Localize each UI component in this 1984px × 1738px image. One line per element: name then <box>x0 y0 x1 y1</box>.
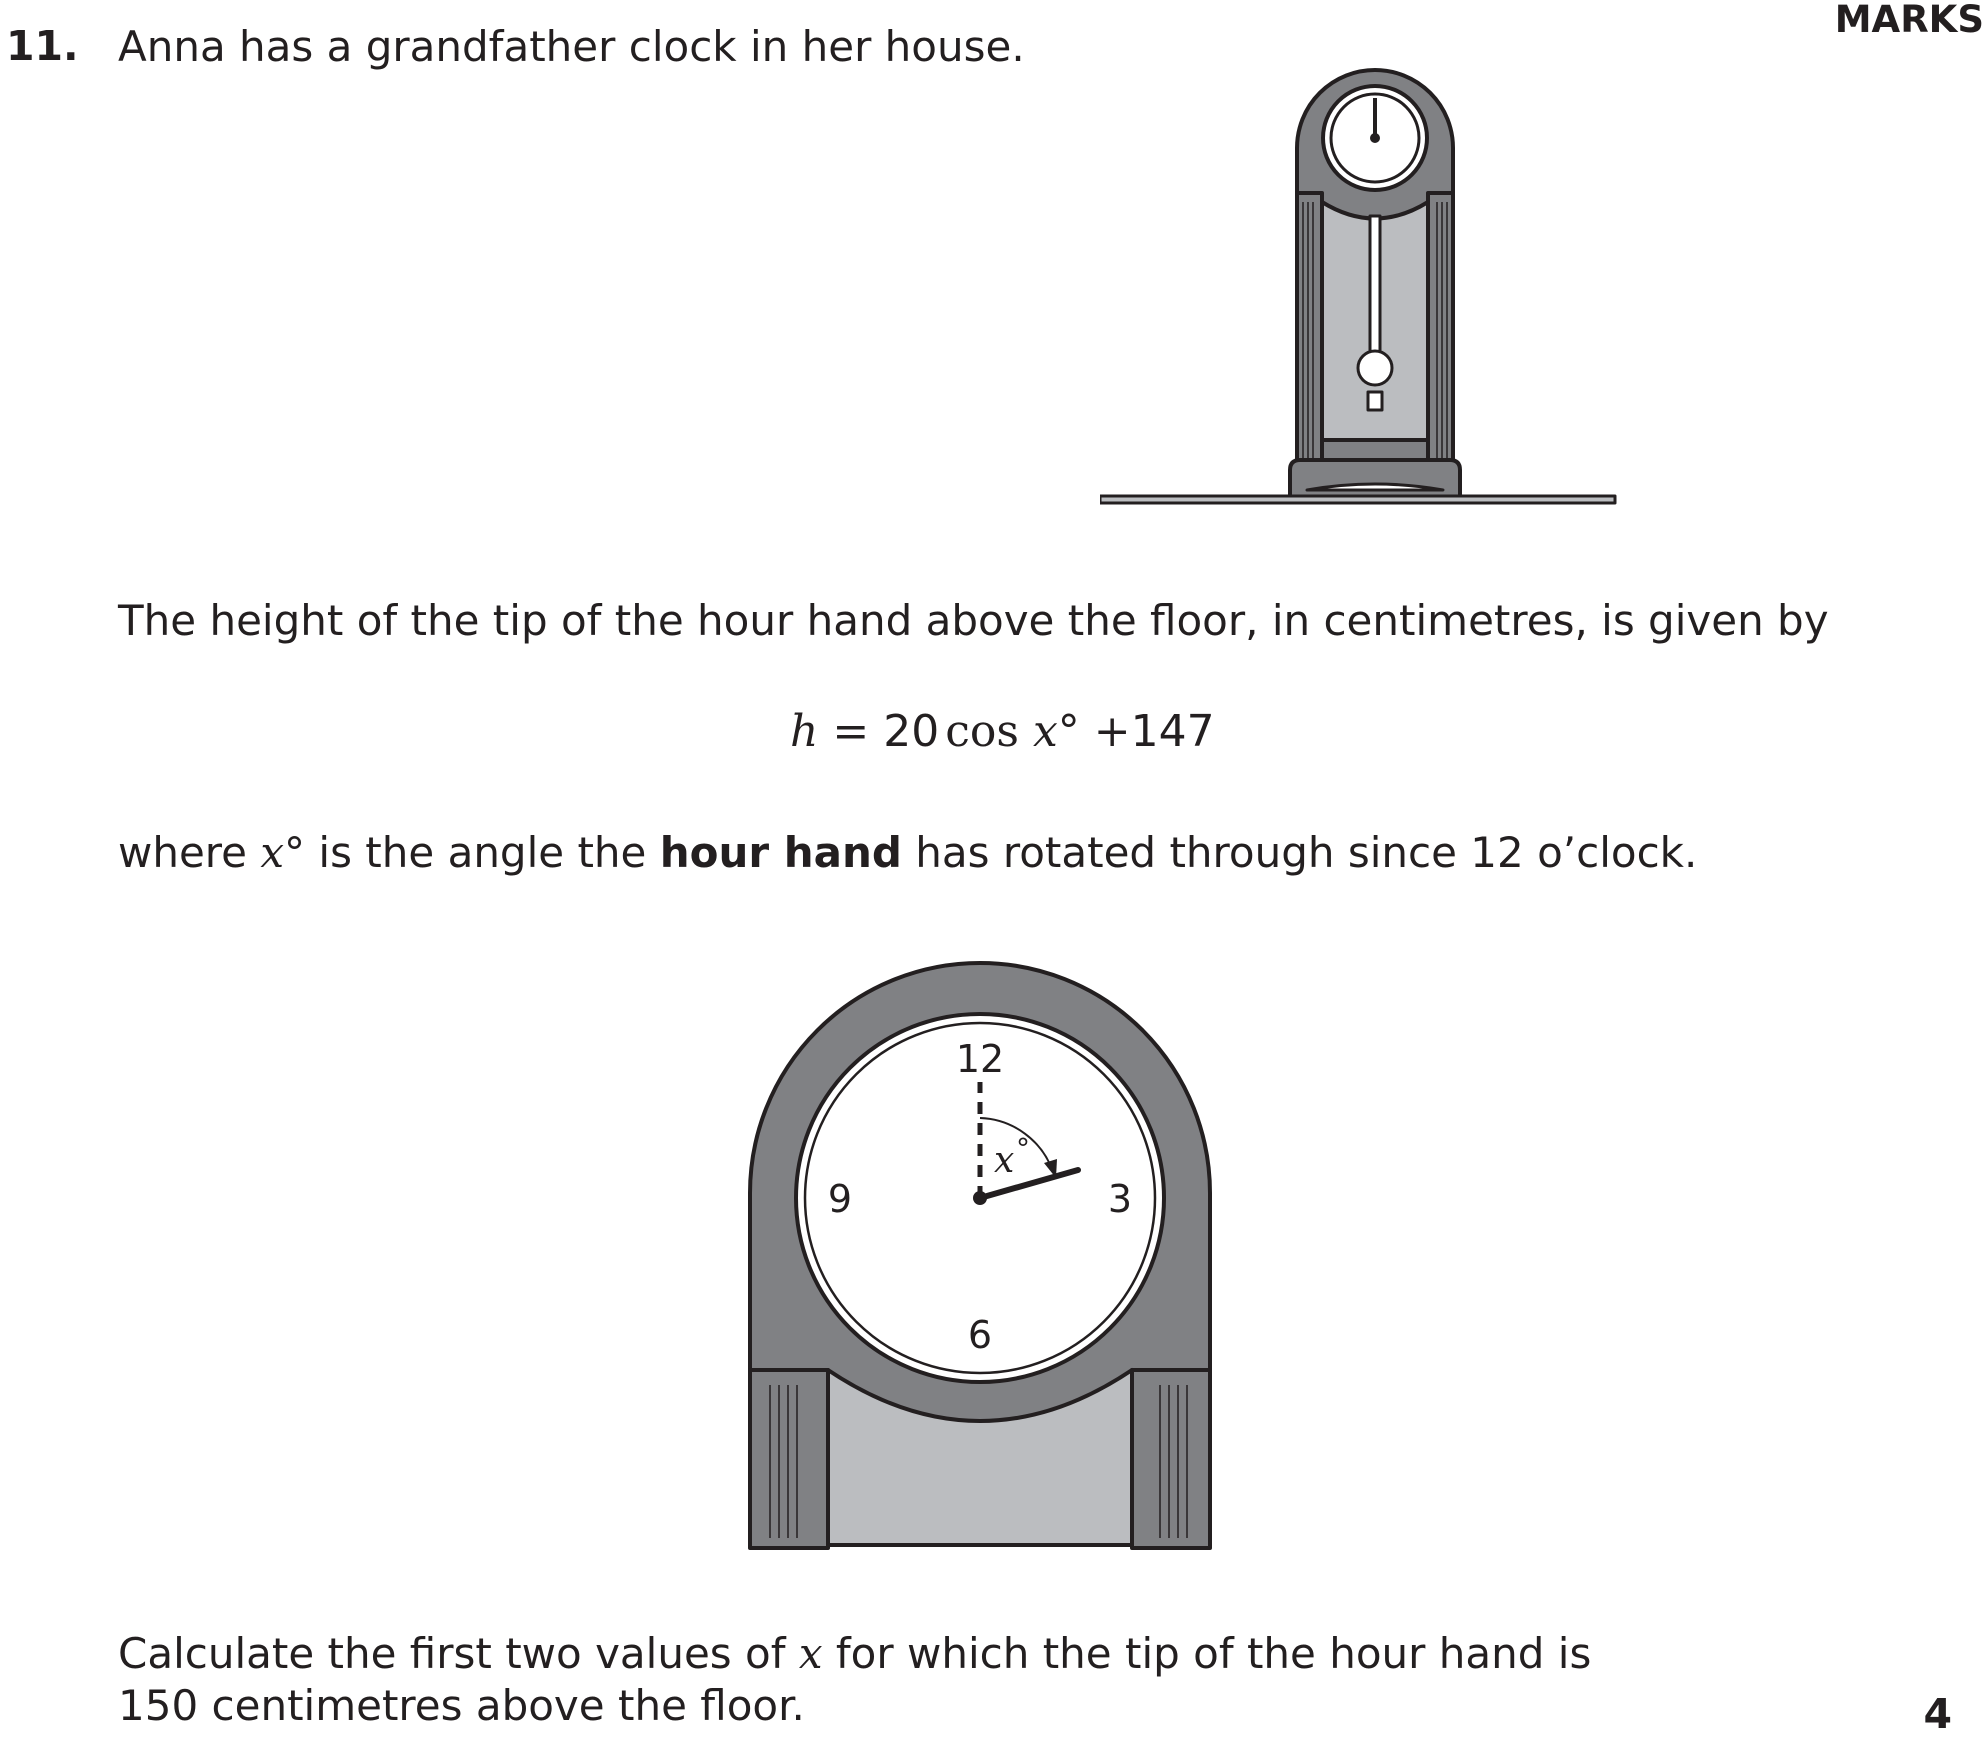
clock-face-closeup <box>740 960 1220 1550</box>
closeup-left-pillar <box>750 1370 828 1548</box>
floor-line <box>1100 496 1615 503</box>
left-pillar <box>1297 193 1322 470</box>
numeral-3: 3 <box>1107 1177 1133 1221</box>
clock-base <box>1290 460 1460 498</box>
angle-text-middle: is the angle the <box>305 828 660 877</box>
marks-value: 4 <box>1923 1690 1952 1738</box>
formula-function: cos <box>945 706 1019 757</box>
angle-text-before: where <box>118 828 261 877</box>
question-number: 11. <box>6 22 79 70</box>
formula-coefficient: 20 <box>883 706 940 757</box>
grandfather-clock-illustration <box>1100 50 1660 520</box>
angle-description <box>118 828 1697 877</box>
angle-label-variable: x <box>994 1140 1015 1181</box>
right-pillar <box>1428 193 1453 470</box>
task-line1-after: for which the tip of the hour hand is <box>822 1629 1592 1678</box>
angle-text-degree: ° <box>284 828 306 877</box>
angle-label-degree: ° <box>1016 1132 1030 1165</box>
height-formula <box>790 706 1215 757</box>
angle-text-variable: x <box>260 828 285 877</box>
marks-header: MARKS <box>1834 0 1984 41</box>
task-text <box>118 1628 1591 1732</box>
angle-text-bold: hour hand <box>659 828 902 877</box>
numeral-9: 9 <box>827 1177 853 1221</box>
formula-variable: x <box>1032 706 1058 757</box>
numeral-6: 6 <box>967 1313 993 1357</box>
numeral-12: 12 <box>955 1037 1005 1081</box>
task-line1-before: Calculate the first two values of <box>118 1629 799 1678</box>
formula-constant: 147 <box>1130 706 1215 757</box>
pendulum-bob <box>1358 351 1392 385</box>
task-line-1 <box>118 1628 1591 1680</box>
formula-plus: + <box>1093 706 1131 757</box>
height-description: The height of the tip of the hour hand above the floor, in centimetres, is given by <box>118 596 1829 645</box>
pendulum-tail <box>1368 392 1382 410</box>
angle-text-after: has rotated through since 12 o’clock. <box>901 828 1698 877</box>
formula-degree: ° <box>1057 706 1080 757</box>
intro-text: Anna has a grandfather clock in her house. <box>118 22 1025 71</box>
closeup-right-pillar <box>1132 1370 1210 1548</box>
formula-lhs: h <box>790 706 819 757</box>
formula-equals: = <box>832 706 870 757</box>
hand-pivot <box>973 1191 987 1205</box>
task-line1-variable: x <box>798 1629 823 1678</box>
small-hand-pivot <box>1372 135 1378 141</box>
task-line-2: 150 centimetres above the floor. <box>118 1681 805 1730</box>
